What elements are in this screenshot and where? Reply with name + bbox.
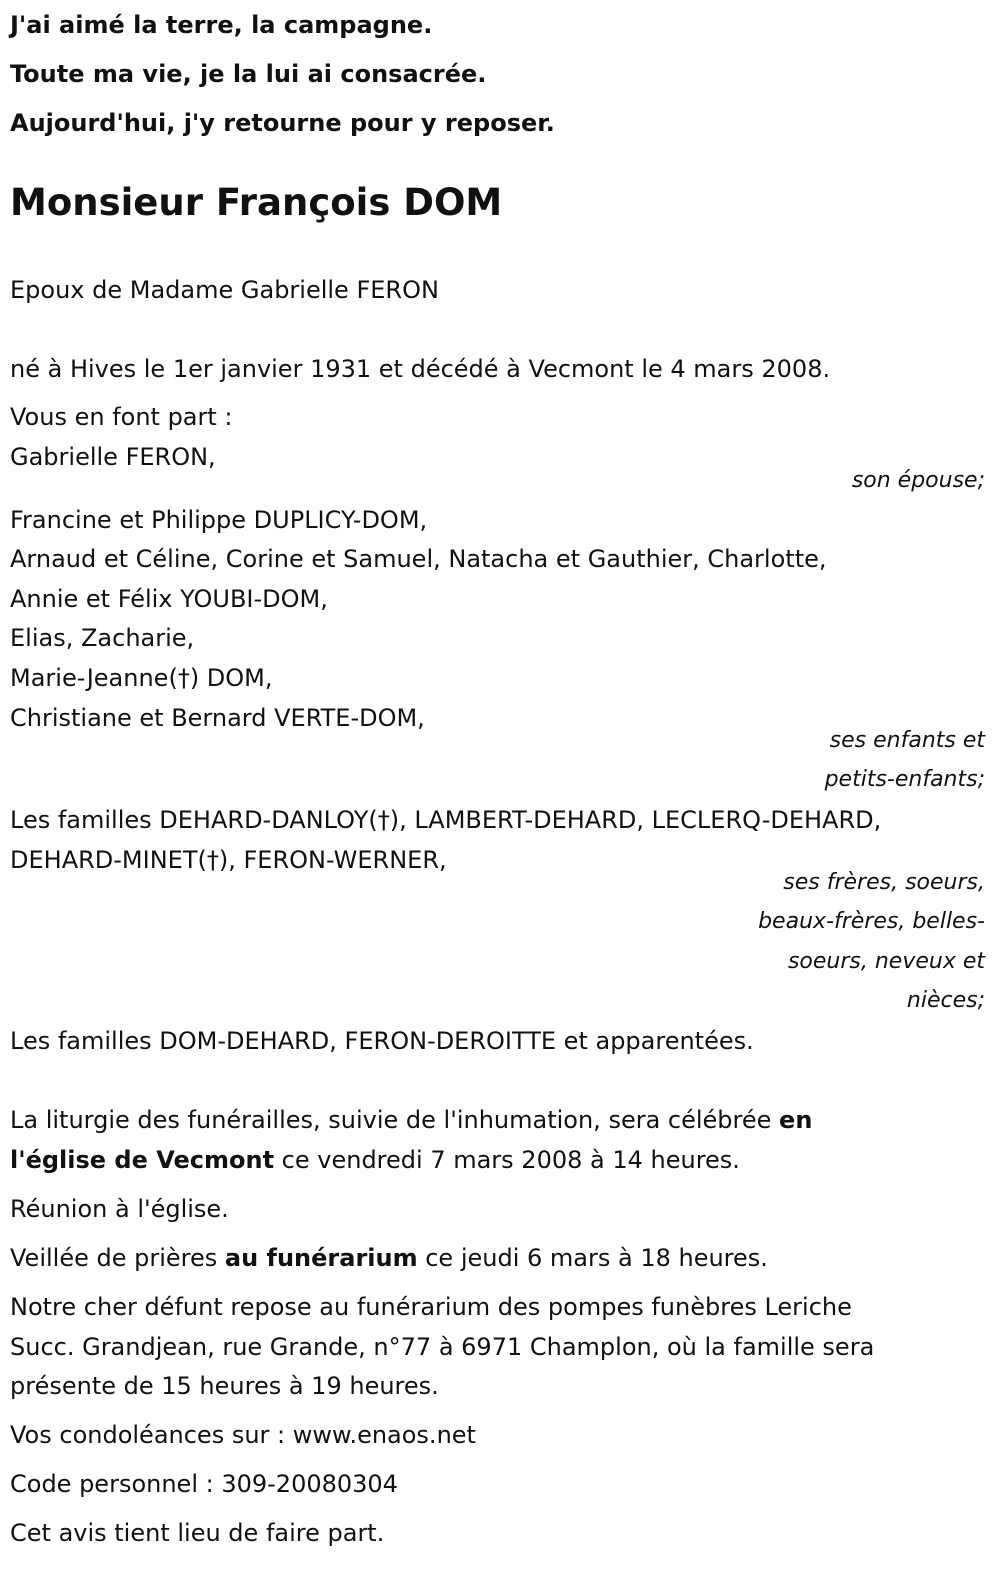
funeral-text: La liturgie des funérailles, suivie de l'inhumation, sera célébrée [10, 1106, 780, 1134]
epigraph-line-2: Toute ma vie, je la lui ai consacrée. [10, 60, 487, 88]
family-spouse: Gabrielle FERON, [10, 443, 216, 471]
funeral-line-2 [10, 1140, 740, 1180]
announce-intro: Vous en font part : [10, 403, 233, 431]
children-line-6: Christiane et Bernard VERTE-DOM, [10, 704, 425, 732]
epigraph-line-1: J'ai aimé la terre, la campagne. [10, 11, 433, 39]
meeting-line: Réunion à l'église. [10, 1195, 229, 1223]
children-line-4: Elias, Zacharie, [10, 624, 195, 652]
vigil-text: Veillée de prières [10, 1244, 225, 1272]
funeral-location: l'église de Vecmont [10, 1146, 275, 1174]
personal-code: Code personnel : 309-20080304 [10, 1470, 398, 1498]
spouse-role: son épouse; [851, 468, 985, 493]
vigil-location: au funérarium [224, 1244, 418, 1272]
repose-line-1: Notre cher défunt repose au funérarium des pompes funèbres Leriche [10, 1293, 852, 1321]
funeral-line-1 [10, 1100, 812, 1140]
children-role-line-1: ses enfants et [829, 728, 985, 753]
repose-line-3: présente de 15 heures à 19 heures. [10, 1372, 439, 1400]
siblings-role-line-1: ses frères, soeurs, [783, 870, 985, 895]
epigraph-line-3: Aujourd'hui, j'y retourne pour y reposer. [10, 109, 555, 137]
siblings-line-1: Les familles DEHARD-DANLOY(†), LAMBERT-DEHARD, LECLERQ-DEHARD, [10, 806, 882, 834]
children-line-3: Annie et Félix YOUBI-DOM, [10, 585, 328, 613]
siblings-role-line-2: beaux-frères, belles- [758, 909, 985, 934]
siblings-role-line-4: nièces; [906, 988, 985, 1013]
condolences-line: Vos condoléances sur : www.enaos.net [10, 1421, 476, 1449]
siblings-role-line-3: soeurs, neveux et [787, 949, 985, 974]
children-line-5: Marie-Jeanne(†) DOM, [10, 664, 273, 692]
birth-death-line: né à Hives le 1er janvier 1931 et décédé à Vecmont le 4 mars 2008. [10, 355, 831, 383]
children-line-1: Francine et Philippe DUPLICY-DOM, [10, 506, 428, 534]
other-families: Les familles DOM-DEHARD, FERON-DEROITTE et apparentées. [10, 1027, 754, 1055]
spouse-line: Epoux de Madame Gabrielle FERON [10, 276, 439, 304]
funeral-emphasis: en [779, 1106, 813, 1134]
closing-line: Cet avis tient lieu de faire part. [10, 1519, 385, 1547]
vigil-date: ce jeudi 6 mars à 18 heures. [417, 1244, 768, 1272]
children-role-line-2: petits-enfants; [824, 767, 985, 792]
children-line-2: Arnaud et Céline, Corine et Samuel, Natacha et Gauthier, Charlotte, [10, 545, 827, 573]
deceased-name: Monsieur François DOM [10, 181, 503, 224]
repose-line-2: Succ. Grandjean, rue Grande, n°77 à 6971 Champlon, où la famille sera [10, 1333, 875, 1361]
funeral-date: ce vendredi 7 mars 2008 à 14 heures. [274, 1146, 740, 1174]
siblings-line-2: DEHARD-MINET(†), FERON-WERNER, [10, 846, 447, 874]
vigil-line [10, 1238, 768, 1278]
